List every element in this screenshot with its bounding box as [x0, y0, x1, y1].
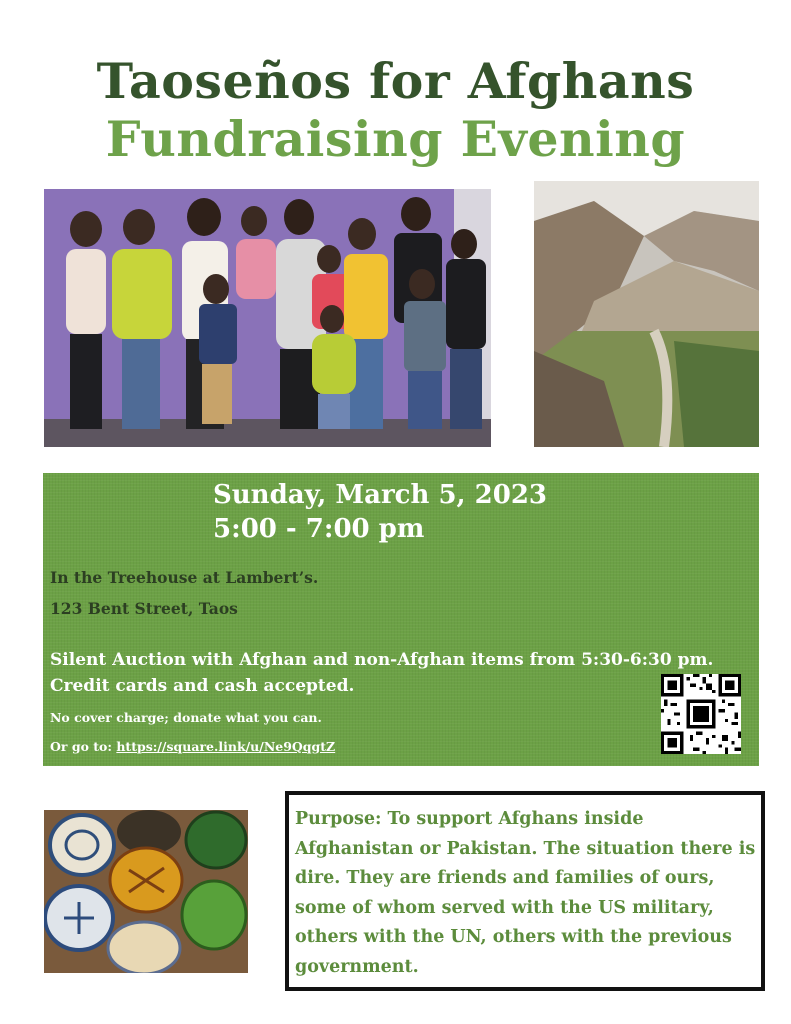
group-of-children-photo [44, 189, 491, 447]
purpose-text: Purpose: To support Afghans inside Afghanistan or Pakistan. The situation there is dire. They are friends and families of ours, some of whom served with the US military, others with the UN, others with the previous government. [295, 809, 756, 977]
donation-link-prefix: Or go to: [50, 739, 117, 754]
donation-link-line [50, 739, 335, 754]
donation-link[interactable]: https://square.link/u/Ne9QqgtZ [116, 739, 336, 754]
purpose-box [285, 791, 765, 991]
title-line-1: Taoseños for Afghans [96, 52, 695, 110]
event-venue: In the Treehouse at Lambert’s. [50, 568, 319, 587]
event-info-box [43, 473, 759, 766]
auction-info: Silent Auction with Afghan and non-Afghan items from 5:30-6:30 pm. Credit cards and cash accepted. [50, 650, 714, 696]
qr-code-icon[interactable] [661, 674, 741, 754]
decorated-bowls-photo [44, 810, 248, 973]
cover-charge-note: No cover charge; donate what you can. [50, 710, 322, 725]
event-date-time [213, 478, 547, 546]
title-line-2: Fundraising Evening [105, 110, 686, 168]
event-date: Sunday, March 5, 2023 [213, 480, 548, 510]
event-time: 5:00 - 7:00 pm [213, 514, 425, 544]
event-address: 123 Bent Street, Taos [50, 599, 238, 618]
mountain-valley-photo [534, 181, 759, 447]
